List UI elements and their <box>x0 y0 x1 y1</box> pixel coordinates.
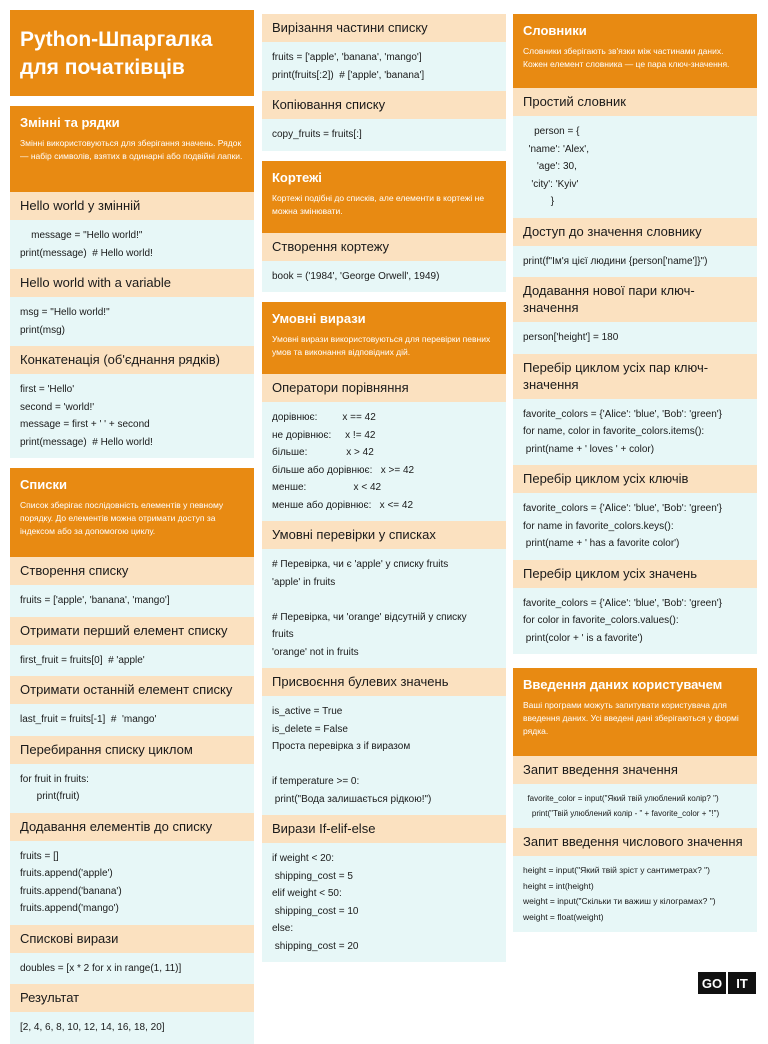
section-banner-dicts <box>513 14 757 88</box>
code-snippet: first_fruit = fruits[0] # 'apple' <box>10 645 254 677</box>
snippet-heading: Перебір циклом усіх значень <box>513 560 757 588</box>
snippet-heading: Перебирання списку циклом <box>10 736 254 764</box>
code-snippet: height = input("Який твій зріст у сантиметрах? ") height = int(height) weight = input("Скільки ти важиш у кілограмах? ") weight = float(weight) <box>513 856 757 932</box>
snippet-heading: Результат <box>10 984 254 1012</box>
column-dicts-input <box>513 14 757 932</box>
section-description: Кортежі подібні до списків, але елементи в кортежі не можна змінювати. <box>272 192 485 216</box>
code-snippet: favorite_color = input("Який твій улюблений колір? ") print("Твій улюблений колір - " + favorite_color + "!") <box>513 784 757 828</box>
code-snippet: favorite_colors = {'Alice': 'blue', 'Bob': 'green'} for color in favorite_colors.values(): print(color + ' is a favorite') <box>513 588 757 655</box>
code-snippet: fruits = ['apple', 'banana', 'mango'] print(fruits[:2]) # ['apple', 'banana'] <box>262 42 506 91</box>
snippet-heading: Вирізання частини списку <box>262 14 506 42</box>
code-snippet: favorite_colors = {'Alice': 'blue', 'Bob': 'green'} for name in favorite_colors.keys(): print(name + ' has a favorite color') <box>513 493 757 560</box>
code-snippet: favorite_colors = {'Alice': 'blue', 'Bob': 'green'} for name, color in favorite_colors.items(): print(name + ' loves ' + color) <box>513 399 757 466</box>
section-title: Списки <box>20 477 67 492</box>
code-snippet: for fruit in fruits: print(fruit) <box>10 764 254 813</box>
snippet-heading: Запит введення числового значення <box>513 828 757 856</box>
code-snippet: дорівнює: x == 42 не дорівнює: x != 42 більше: x > 42 більше або дорівнює: x >= 42 менше: x < 42 менше або дорівнює: x <= 42 <box>262 402 506 521</box>
column-lists-tuples-conditions <box>262 14 506 962</box>
snippet-heading: Створення кортежу <box>262 233 506 261</box>
snippet-heading: Перебір циклом усіх пар ключ- значення <box>513 354 757 399</box>
page-title: Python-Шпаргалка для початківців <box>20 28 213 79</box>
snippet-heading: Копіювання списку <box>262 91 506 119</box>
code-snippet: fruits = ['apple', 'banana', 'mango'] <box>10 585 254 617</box>
snippet-heading: Отримати останній елемент списку <box>10 676 254 704</box>
goit-logo <box>698 972 756 994</box>
snippet-heading: Конкатенація (об'єднання рядків) <box>10 346 254 374</box>
section-banner-lists <box>10 468 254 557</box>
snippet-heading: Простий словник <box>513 88 757 116</box>
snippet-heading: Додавання елементів до списку <box>10 813 254 841</box>
logo-left-block: GO <box>698 972 726 994</box>
section-banner-variables <box>10 106 254 192</box>
snippet-heading: Hello world у змінній <box>10 192 254 220</box>
snippet-heading: Створення списку <box>10 557 254 585</box>
code-snippet: msg = "Hello world!" print(msg) <box>10 297 254 346</box>
snippet-heading: Hello world with a variable <box>10 269 254 297</box>
code-snippet: if weight < 20: shipping_cost = 5 elif weight < 50: shipping_cost = 10 else: shipping_cost = 20 <box>262 843 506 962</box>
section-title: Змінні та рядки <box>20 115 120 130</box>
section-title: Введення даних користувачем <box>523 677 723 692</box>
snippet-heading: Доступ до значення словнику <box>513 218 757 246</box>
code-snippet: person['height'] = 180 <box>513 322 757 354</box>
code-snippet: doubles = [x * 2 for x in range(1, 11)] <box>10 953 254 985</box>
snippet-heading: Запит введення значення <box>513 756 757 784</box>
section-banner-input <box>513 668 757 756</box>
snippet-heading: Присвоєння булевих значень <box>262 668 506 696</box>
code-snippet: message = "Hello world!" print(message) # Hello world! <box>10 220 254 269</box>
code-snippet: print(f"Ім'я цієї людини {person['name']}") <box>513 246 757 278</box>
code-snippet: is_active = True is_delete = False Проста перевірка з if виразом if temperature >= 0: print("Вода залишається рідкою!") <box>262 696 506 815</box>
column-variables-lists <box>10 0 254 1044</box>
section-banner-conditions <box>262 302 506 374</box>
section-title: Кортежі <box>272 169 322 185</box>
code-snippet: first = 'Hello' second = 'world!' message = first + ' ' + second print(message) # Hello world! <box>10 374 254 458</box>
code-snippet: last_fruit = fruits[-1] # 'mango' <box>10 704 254 736</box>
cheatsheet-title-banner <box>10 10 254 96</box>
snippet-heading: Додавання нової пари ключ- значення <box>513 277 757 322</box>
code-snippet: # Перевірка, чи є 'apple' у списку fruits 'apple' in fruits # Перевірка, чи 'orange' відсутній у списку fruits 'orange' not in fruits <box>262 549 506 668</box>
code-snippet: person = { 'name': 'Alex', 'age': 30, 'city': 'Kyiv' } <box>513 116 757 218</box>
section-title: Умовні вирази <box>272 311 366 326</box>
snippet-heading: Умовні перевірки у списках <box>262 521 506 549</box>
section-description: Змінні використовуються для зберігання значень. Рядок — набір символів, взятих в одинарні або подвійні лапки. <box>20 138 243 161</box>
snippet-heading: Перебір циклом усіх ключів <box>513 465 757 493</box>
section-description: Словники зберігають зв'язки між частинами даних. Кожен елемент словника — це пара ключ-значення. <box>523 46 730 69</box>
section-description: Ваші програми можуть запитувати користувача для введення даних. Усі введені дані зберігаються у формі рядка. <box>523 700 739 736</box>
section-title: Словники <box>523 23 587 38</box>
snippet-heading: Отримати перший елемент списку <box>10 617 254 645</box>
code-snippet: [2, 4, 6, 8, 10, 12, 14, 16, 18, 20] <box>10 1012 254 1044</box>
code-snippet: book = ('1984', 'George Orwell', 1949) <box>262 261 506 293</box>
section-banner-tuples <box>262 161 506 233</box>
snippet-heading: Оператори порівняння <box>262 374 506 402</box>
section-description: Умовні вирази використовуються для перевірки певних умов та виконання відповідних дій. <box>272 334 491 357</box>
snippet-heading: Вирази If-elif-else <box>262 815 506 843</box>
logo-right-block: IT <box>728 972 756 994</box>
code-snippet: copy_fruits = fruits[:] <box>262 119 506 151</box>
section-description: Список зберігає послідовність елементів у певному порядку. До елементів можна отримати доступ за індексом або за допомогою циклу. <box>20 500 224 536</box>
snippet-heading: Спискові вирази <box>10 925 254 953</box>
code-snippet: fruits = [] fruits.append('apple') fruits.append('banana') fruits.append('mango') <box>10 841 254 925</box>
